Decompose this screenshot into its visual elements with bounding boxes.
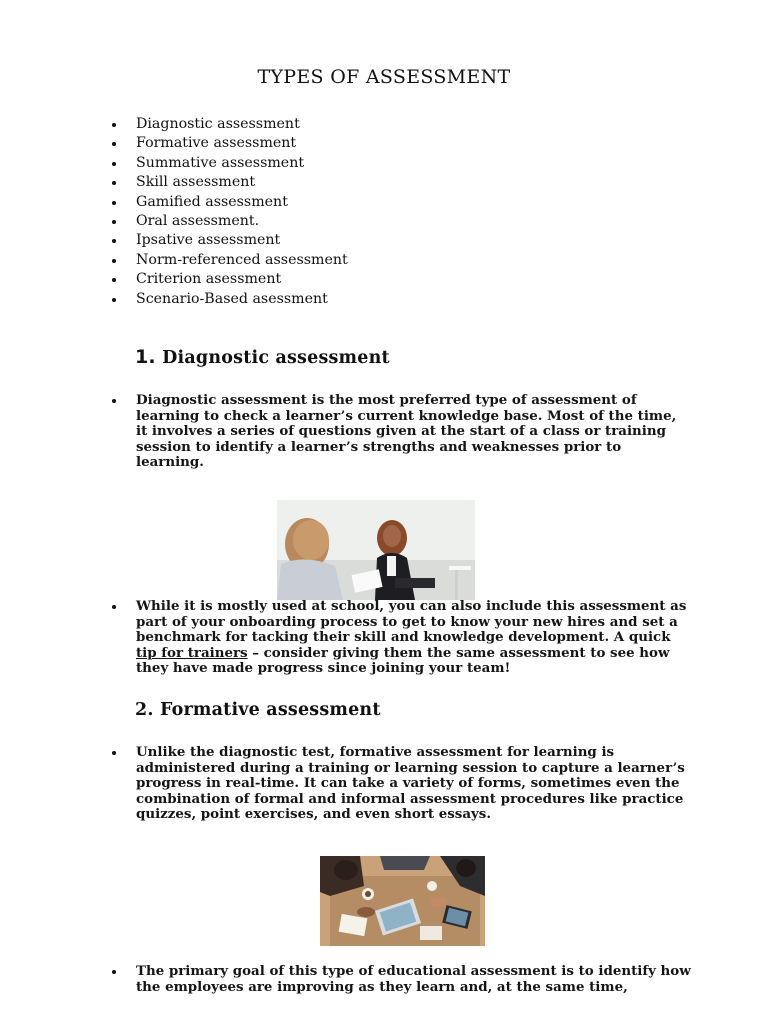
list-item: Summative assessment bbox=[112, 154, 348, 173]
interview-photo bbox=[277, 500, 475, 600]
formative-paragraph-2: The primary goal of this type of educational assessment is to identify how the employees are improving as they learn and, at the same time, bbox=[112, 964, 692, 995]
diagnostic-paragraph-1: Diagnostic assessment is the most preferred type of assessment of learning to check a learner’s current knowledge base. Most of the time, it involves a series of questions given at the start of a class or training session to identify a learner’s strengths and weaknesses prior to learning. bbox=[112, 393, 692, 471]
paragraph-text: While it is mostly used at school, you can also include this assessment as part of your onboarding process to get to know your new hires and set a benchmark for tacking their skill and knowledge development. A quick bbox=[136, 598, 687, 646]
assessment-types-list bbox=[112, 115, 348, 309]
list-item: Skill assessment bbox=[112, 173, 348, 192]
section-heading-formative: 2. Formative assessment bbox=[135, 700, 381, 720]
page-title: TYPES OF ASSESSMENT bbox=[257, 66, 511, 88]
meeting-photo bbox=[320, 856, 485, 946]
diagnostic-paragraph-2 bbox=[112, 599, 692, 677]
list-item: Oral assessment. bbox=[112, 212, 348, 231]
list-item: Norm-referenced assessment bbox=[112, 251, 348, 270]
list-item: Gamified assessment bbox=[112, 193, 348, 212]
formative-paragraph-1: Unlike the diagnostic test, formative assessment for learning is administered during a training or learning session to capture a learner’s progress in real-time. It can take a variety of forms, sometimes even the combination of formal and informal assessment procedures like practice quizzes, point exercises, and even short essays. bbox=[112, 745, 692, 823]
list-item: Ipsative assessment bbox=[112, 231, 348, 250]
list-item: Scenario-Based asessment bbox=[112, 290, 348, 309]
paragraph-text: – consider giving them the same assessment to see how they have made progress since joining your team! bbox=[136, 644, 670, 677]
section-title: Diagnostic assessment bbox=[162, 348, 390, 368]
list-item: Criterion asessment bbox=[112, 270, 348, 289]
section-number: 1. bbox=[135, 346, 156, 368]
list-item: Diagnostic assessment bbox=[112, 115, 348, 134]
list-item: Formative assessment bbox=[112, 134, 348, 153]
meeting-photo-image bbox=[320, 856, 485, 946]
tip-for-trainers-link[interactable]: tip for trainers bbox=[136, 644, 248, 661]
interview-photo-image bbox=[277, 500, 475, 600]
section-heading-diagnostic bbox=[135, 346, 390, 368]
